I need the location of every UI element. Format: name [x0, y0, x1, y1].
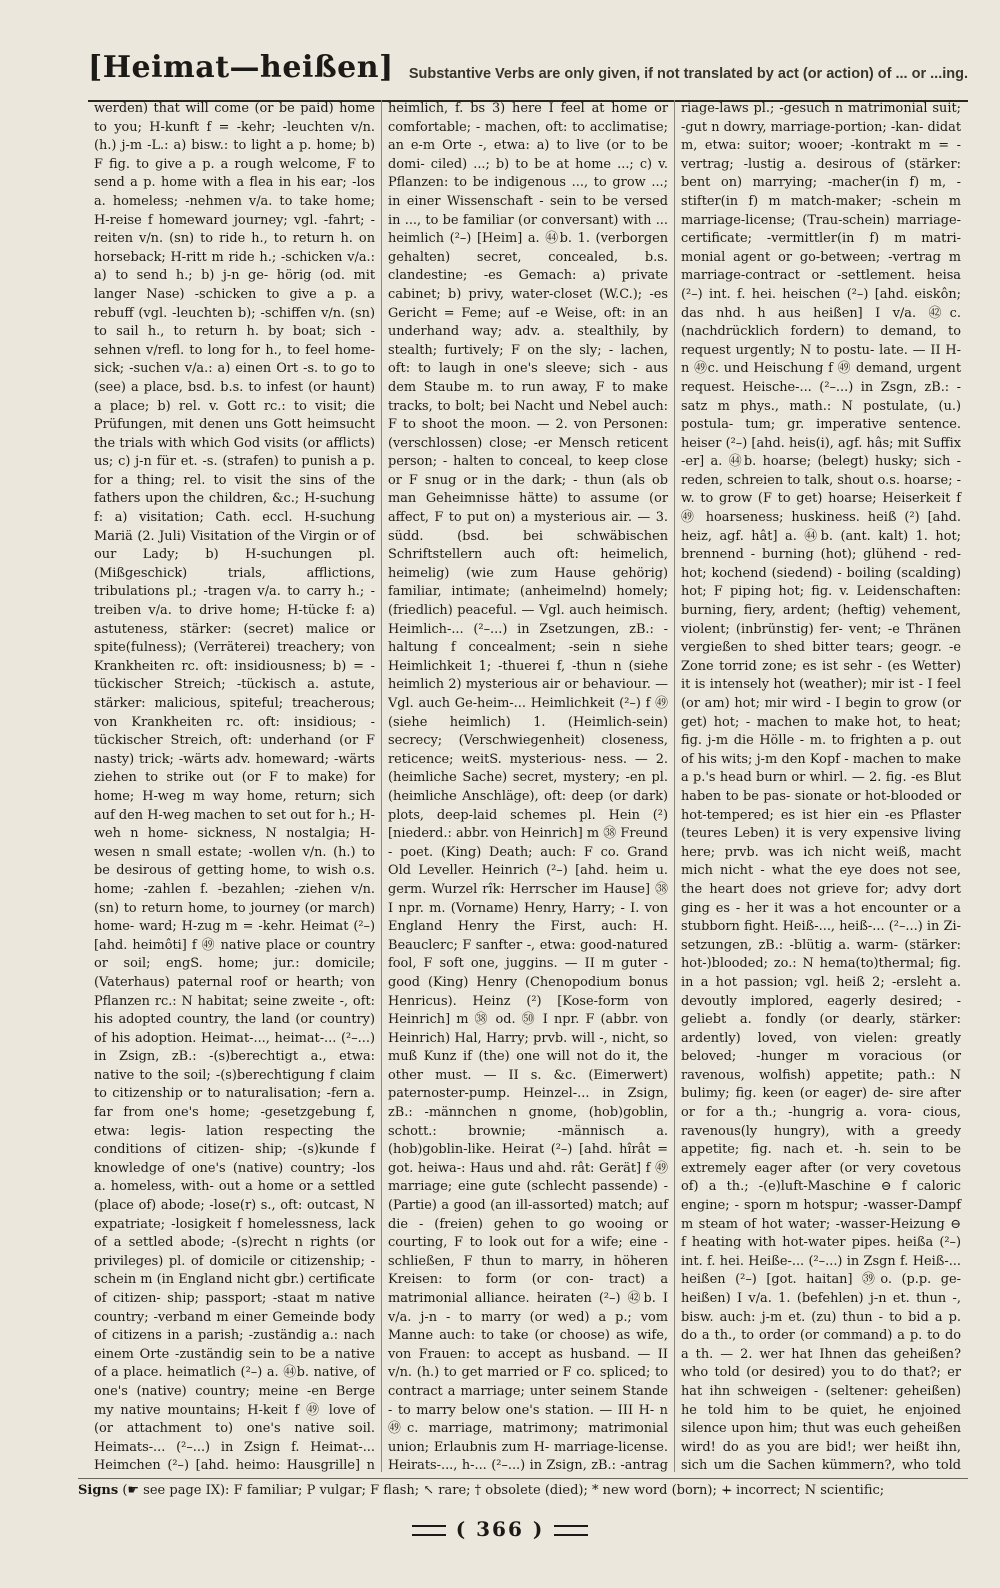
signs-label: Signs	[78, 1483, 119, 1498]
column-left	[88, 100, 381, 1472]
text-columns	[88, 100, 968, 1472]
signs-text: (☛ see page IX): F familiar; P vulgar; F flash; ↖ rare; † obsolete (died); * new word (born); +̶ incorrect; N scientific;	[122, 1483, 885, 1498]
ornament-left	[412, 1525, 446, 1536]
page-header	[88, 50, 968, 102]
page-title: [Heimat—heißen]	[88, 50, 394, 85]
column-text: werden) that will come (or be paid) home to you; H-kunft f = -kehr; -leuchten v/n. (h.) j-m -L.: a) bisw.: to light a p. home; b) F fig. to give a p. a rough welcome, F to send a p. home with a flea in his ear; -los a. homeless; -nehmen v/a. to take home; H-reise f homeward journey; vgl. -fahrt; -reiten v/n. (sn) to ride h., to return h. on horseback; H-ritt m ride h.; -schicken v/a.: a) to send h.; b) j-n ge- hörig (od. mit langer Nase) -schicken to give a p. a rebuff (vgl. -leuchten b); -schiffen v/n. (sn) to sail h., to return h. by boat; sich -sehnen v/refl. to long for h., to feel home-sick; -suchen v/a.: a) einen Ort -s. to go to (see) a place, bsd. b.s. to infest (or haunt) a place; b) rel. v. Gott rc.: to visit; die Prüfungen, mit denen uns Gott heimsucht the trials with which God visits (or afflicts) us; c) j-n für et. -s. (strafen) to punish a p. for a thing; rel. to visit the sins of the fathers upon the children, &c.; H-suchung f: a) visitation; Cath. eccl. H-suchung Mariä (2. Juli) Visitation of the Virgin or of our Lady; b) H-suchungen pl. (Mißgeschick) trials, afflictions, tribulations pl.; -tragen v/a. to carry h.; -treiben v/a. to drive home; H-tücke f: a) astuteness, stärker: (secret) malice or spite(fulness); (Verräterei) treachery; von Krankheiten rc. oft: insidiousness; b) = -tückischer Streich; -tückisch a. astute, stärker: malicious, spiteful; treacherous; von Krankheiten rc. oft: insidious; -tückischer Streich, oft: underhand (or F nasty) trick; -wärts adv. homeward; -wärts ziehen to strike out (or F to make) for home; H-weg m way home, return; sich auf den H-weg machen to set out for h.; H-weh n home- sickness, N nostalgia; H-wesen n small estate; -wollen v/n. (h.) to be desirous of getting home, to wish o.s. home; -zahlen f. -bezahlen; -ziehen v/n. (sn) to return home, to journey (or march) home- ward; H-zug m = -kehr. Heimat (²–) [ahd. heimôti] f ㊾ native place or country or soil; engS. home; jur.: domicile; (Vaterhaus) paternal roof or hearth; von Pflanzen rc.: N habitat; seine zweite -, oft: his adopted country, the land (or country) of his adoption. Heimat-..., heimat-... (²–...) in Zsign, zB.: -(s)berechtigt a., etwa: native to the soil; -(s)berechtigung f claim to citizenship or to naturalisation; -fern a. far from one's home; -gesetzgebung f, etwa: legis- lation respecting the conditions of citizen- ship; -(s)kunde f knowledge of one's (native) country; -los a. homeless, with- out a home or a settled (place of) abode; -lose(r) s., oft: outcast, N expatriate; -losigkeit f homelessness, lack of a settled abode; -(s)recht n rights (or privileges) pl. of domicile or citizenship; -schein m (in England nicht gbr.) certificate of citizen- ship; passport; -staat m native country; -verband m einer Gemeinde body of citizens in a parish; -zuständig a.: nach einem Orte -zuständig sein to be a native of a place. heimatlich (²–) a. ㊹b. native, of one's (native) country; meine -en Berge my native mountains; H-keit f ㊾ love of (or attachment to) one's native soil. Heimats-... (²–...) in Zsign f. Heimat-... Heimchen (²–) [ahd. heimo: Hausgrille] n	[94, 101, 375, 1472]
column-middle	[381, 100, 674, 1472]
page-number-block: ( 366 )	[0, 1517, 1000, 1541]
header-note: Substantive Verbs are only given, if not translated by act (or action) of ... or ...ing.	[408, 66, 968, 82]
column-text: riage-laws pl.; -gesuch n matrimonial suit; -gut n dowry, marriage-portion; -kan- didat m, etwa: suitor; wooer; -kontrakt m = -vertrag; -lustig a. desirous of (stärker: bent on) marrying; -macher(in f) m, -stifter(in f) m match-maker; -schein m marriage-license; (Trau-schein) marriage- certificate; -vermittler(in f) m matri- monial agent or go-between; -vertrag m marriage-contract or -settlement. heisa (²–) int. f. hei. heischen (²–) [ahd. eiskôn; das nhd. h aus heißen] I v/a. ㊷c. (nachdrücklich fordern) to demand, to request urgently; N to postu- late. — II H- n ㊾c. und Heischung f ㊾ demand, urgent request. Heische-... (²–...) in Zsgn, zB.: -satz m phys., math.: N postulate, (u.) postula- tum; gr. imperative sentence. heiser (²–) [ahd. heis(i), agf. hâs; mit Suffix -er] a. ㊹b. hoarse; (belegt) husky; sich - reden, schreien to talk, shout o.s. hoarse; - w. to grow (F to get) hoarse; Heiserkeit f ㊾ hoarseness; huskiness. heiß (²) [ahd. heiz, agf. hât] a. ㊹b. (ant. kalt) 1. hot; brennend - burning (hot); glühend - red-hot; kochend (siedend) - boiling (scalding) hot; F piping hot; fig. v. Leidenschaften: burning, fiery, ardent; (heftig) vehement, violent; (inbrünstig) fer- vent; -e Thränen vergießen to shed bitter tears; geogr. -e Zone torrid zone; es ist sehr - (es Wetter) it is intensely hot (weather); mir ist - I feel (or am) hot; mir wird - I begin to grow (or get) hot; - machen to make hot, to heat; fig. j-m die Hölle - m. to frighten a p. out of his wits; j-m den Kopf - machen to make a p.'s head burn or whirl. — 2. fig. -es Blut haben to be pas- sionate or hot-blooded or hot-tempered; es ist hier ein -es Pflaster (teures Leben) it is very expensive living here; prvb. was ich nicht weiß, macht mich nicht - what the eye does not see, the heart does not grieve for; advy dort ging es - her it was a hot encounter or a stubborn fight. Heiß-..., heiß-... (²–...) in Zi-setzungen, zB.: -blütig a. warm- (stärker: hot-)blooded; zo.: N hema(to)thermal; fig. in a hot passion; vgl. heiß 2; -ersleht a. devoutly implored, eagerly desired; -geliebt a. fondly (or dearly, stärker: ardently) loved, von vielen: greatly beloved; -hunger m voracious (or ravenous, wolfish) appetite; path.: N bulimy; fig. keen (or eager) de- sire after or for a th.; -hungrig a. vora- cious, ravenous(ly hungry), with a greedy appetite; fig. nach et. -h. sein to be extremely eager after (or very covetous of) a th.; -(e)luft-Maschine ⊖ f caloric engine; - sporn m hotspur; -wasser-Dampf m steam of hot water; -wasser-Heizung ⊖ f heating with hot-water pipes. heißa (²–) int. f. hei. Heiße-... (²–...) in Zsgn f. Heiß-... heißen (²–) [got. haitan] ㊴o. (p.p. ge- heißen) I v/a. 1. (befehlen) j-n et. thun -, bisw. auch: j-m et. (zu) thun - to bid a p. do a th., to order (or command) a p. to do a th. — 2. wer hat Ihnen das geheißen? who told (or desired) you to do that?; er hat ihn schweigen - (seltener: geheißen) he told him to be quiet, he enjoined silence upon him; thut was euch geheißen wird! do as you are bid!; wer heißt ihn, sich um die Sachen kümmern?, who told	[681, 101, 961, 1472]
ornament-right	[554, 1525, 588, 1536]
signs-legend	[78, 1478, 968, 1505]
column-text: heimlich, f. bs 3) here I feel at home or comfortable; - machen, oft: to acclimatise; an e-m Orte -, etwa: a) to live (or to be domi- ciled) ...; b) to be at home ...; c) v. Pflanzen: to be indigenous ..., to grow ...; in einer Wissenschaft - sein to be versed in ..., to be familiar (or conversant) with ... heimlich (²–) [Heim] a. ㊹b. 1. (verborgen gehalten) secret, concealed, b.s. clandestine; -es Gemach: a) private cabinet; b) privy, water-closet (W.C.); -es Gericht = Feme; auf -e Weise, oft: in an underhand way; adv. a. stealthily, by stealth; furtively; F on the sly; - lachen, oft: to laugh in one's sleeve; sich - aus dem Staube m. to run away, F to make tracks, to bolt; bei Nacht und Nebel auch: F to shoot the moon. — 2. von Personen: (verschlossen) close; -er Mensch reticent person; - halten to conceal, to keep close or F snug or in the dark; - thun (als ob man Geheimnisse hätte) to assume (or affect, F to put on) a mysterious air. — 3. südd. (bsd. bei schwäbischen Schriftstellern auch oft: heimelich, heimelig) (wie zum Hause gehörig) familiar, intimate; (anheimelnd) homely; (friedlich) peaceful. — Vgl. auch heimisch. Heimlich-... (²–...) in Zsetzungen, zB.: -haltung f concealment; -sein n siehe Heimlichkeit 1; -thuerei f, -thun n (siehe heimlich 2) mysterious air or behaviour. — Vgl. auch Ge-heim-... Heimlichkeit (²–) f ㊾ (siehe heimlich) 1. (Heimlich-sein) secrecy; (Verschwiegenheit) closeness, reticence; weitS. mysterious- ness. — 2. (heimliche Sache) secret, mystery; -en pl. (heimliche Anschläge), oft: deep (or dark) plots, deep-laid schemes pl. Hein (²) [niederd.: abbr. von Heinrich] m ㊳ Freund - poet. (King) Death; auch: F co. Grand Old Leveller. Heinrich (²–) [ahd. heim u. germ. Wurzel rîk: Herrscher im Hause] ㊳ I npr. m. (Vorname) Henry, Harry; - I. von England Henry the First, auch: H. Beauclerc; F sanfter -, etwa: good-natured fool, F soft one, juggins. — II m guter - good (King) Henry (Chenopodium bonus Henricus). Heinz (²) [Kose-form von Heinrich] m ㊳ od. ㊿ I npr. F (abbr. von Heinrich) Hal, Harry; prvb. will -, nicht, so muß Kunz if (the) one will not do it, the other must. — II s. &c. (Eimerwert) paternoster-pump. Heinzel-... in Zsign, zB.: -männchen n gnome, (hob)goblin, schott.: brownie; -männisch a. (hob)goblin-like. Heirat (²–) [ahd. hîrât = got. heiwa-: Haus und ahd. rât: Gerät] f ㊾ marriage; eine gute (schlecht passende) - (Partie) a good (an ill-assorted) match; auf die - (freien) gehen to go wooing or courting, F to look out for a wife; eine - schließen, F thun to marry, in höheren Kreisen: to form (or con- tract) a matrimonial alliance. heiraten (²–) ㊷b. I v/a. j-n - to marry (or wed) a p.; vom Manne auch: to take (or choose) as wife, von Frauen: to accept as husband. — II v/n. (h.) to get married or F co. spliced; to contract a marriage; unter seinem Stande - to marry below one's station. — III H- n ㊾c. marriage, matrimony; matrimonial union; Erlaubnis zum H- marriage-license. Heirats-..., h-... (²–...) in Zsign, zB.: -antrag	[388, 101, 668, 1472]
column-right	[674, 100, 967, 1472]
page-number: 366	[476, 1517, 524, 1541]
